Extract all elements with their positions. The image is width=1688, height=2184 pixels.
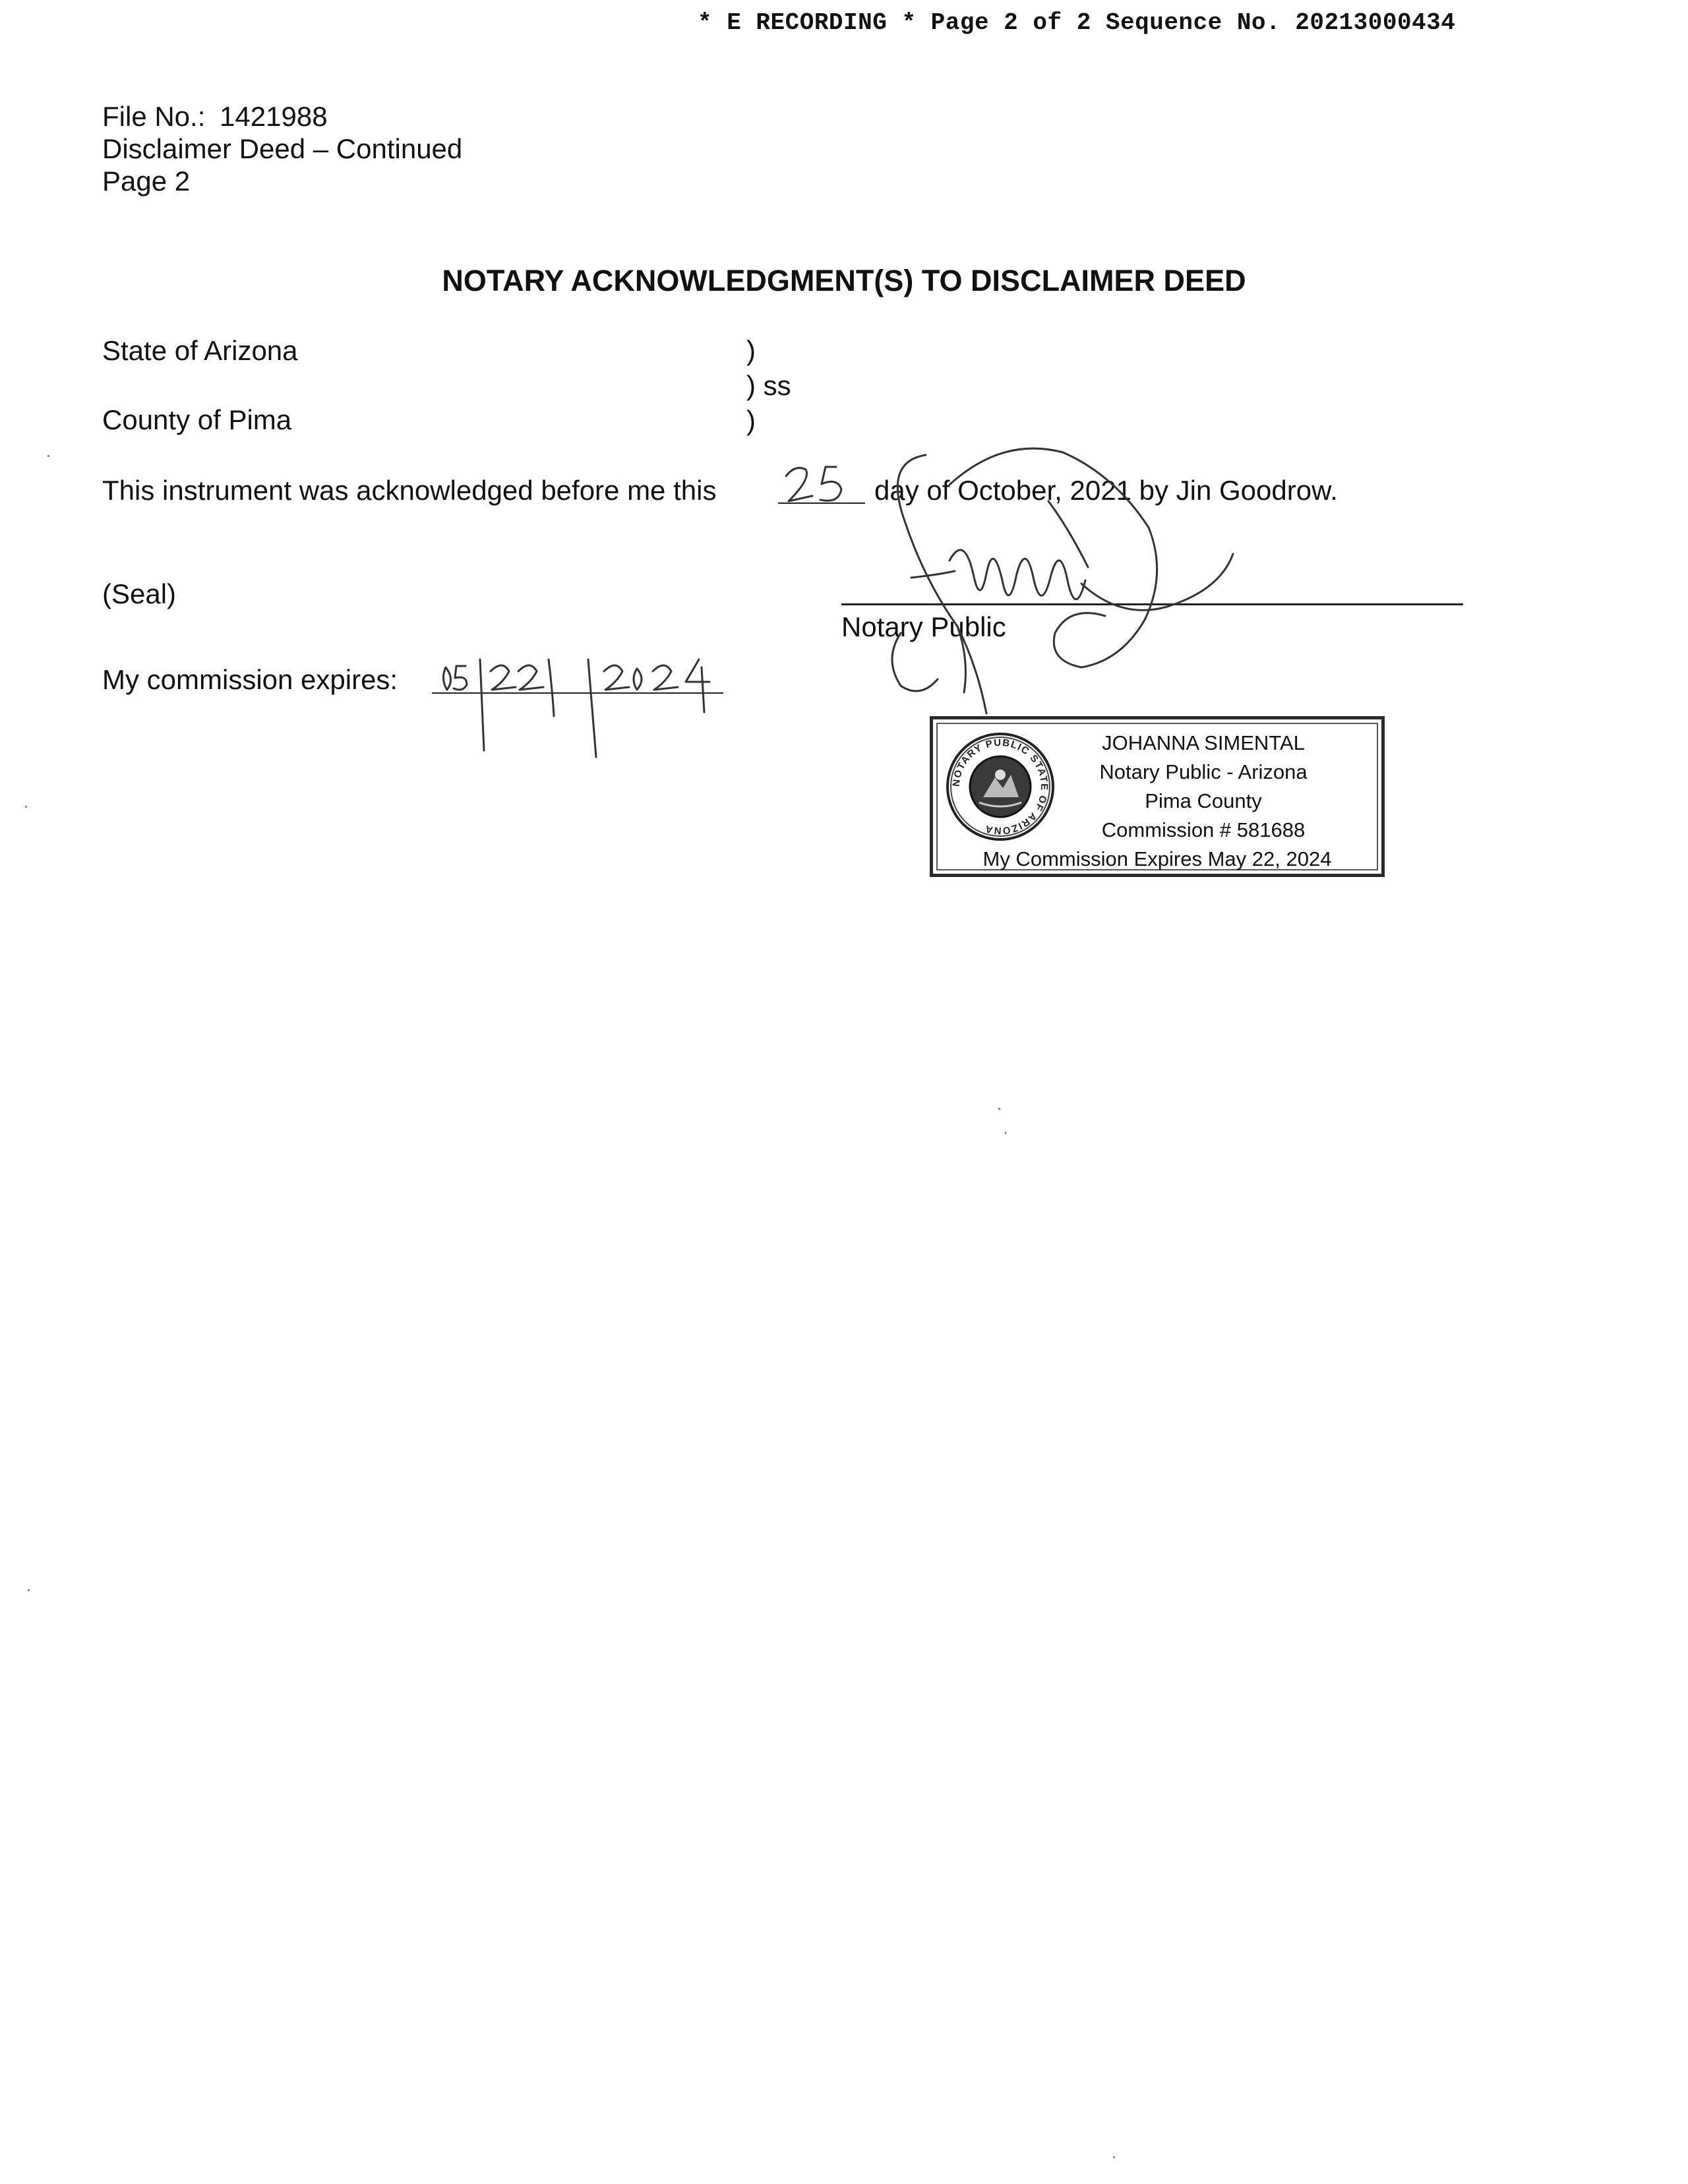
seal-label: (Seal) <box>102 578 177 609</box>
commission-label: My commission expires: <box>102 664 398 695</box>
stamp-county: Pima County <box>1145 789 1262 812</box>
file-number: 1421988 <box>220 101 328 132</box>
document-title: Disclaimer Deed – Continued <box>102 133 463 164</box>
recording-header: * E RECORDING * Page 2 of 2 Sequence No. 20213000434 <box>698 9 1456 36</box>
commission-blank-line <box>432 692 723 694</box>
county-label: County of Pima <box>102 404 292 435</box>
acknowledgment-text-end: day of October, 2021 by Jin Goodrow. <box>874 475 1338 506</box>
venue-paren-3: ) <box>746 405 756 436</box>
stamp-notary-name: JOHANNA SIMENTAL <box>1102 731 1305 754</box>
notary-seal-icon <box>945 731 1056 842</box>
notary-stamp <box>930 716 1385 877</box>
handwritten-day <box>786 467 841 501</box>
acknowledgment-text-start: This instrument was acknowledged before me this <box>102 475 717 506</box>
page-heading: NOTARY ACKNOWLEDGMENT(S) TO DISCLAIMER DEED <box>442 264 1246 297</box>
stamp-expiration: My Commission Expires May 22, 2024 <box>982 847 1332 870</box>
file-number-line <box>102 103 328 131</box>
file-number-label: File No.: <box>102 101 206 132</box>
signature-line <box>841 603 1463 605</box>
stamp-commission-number: Commission # 581688 <box>1101 818 1306 841</box>
stamp-notary-title: Notary Public - Arizona <box>1099 760 1308 783</box>
venue-paren-ss: ) ss <box>746 370 791 401</box>
venue-paren-1: ) <box>746 335 756 366</box>
handwritten-commission-date <box>443 659 709 757</box>
state-label: State of Arizona <box>102 335 298 366</box>
page-label: Page 2 <box>102 166 191 197</box>
day-blank-line <box>778 502 865 504</box>
notary-public-label: Notary Public <box>841 611 1006 642</box>
seal-ring-text: NOTARY PUBLIC STATE OF ARIZONA <box>950 737 1050 837</box>
